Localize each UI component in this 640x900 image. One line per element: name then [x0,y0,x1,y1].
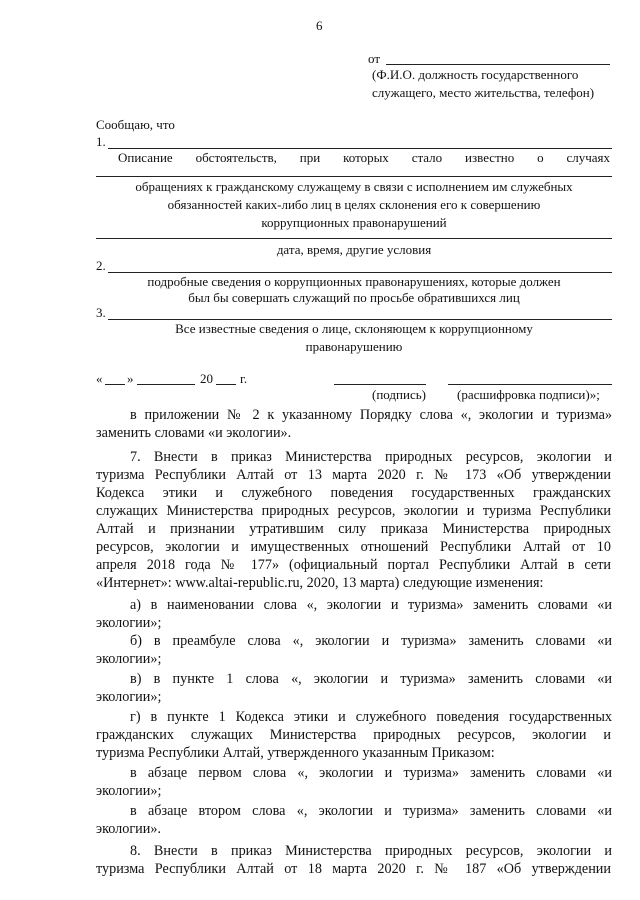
body-line: туризма Республики Алтай, утвержденного указанным Приказом: [96,745,495,761]
body-line: служащих Министерства природных ресурсов, экологии и туризма Республики [96,503,611,519]
date-month-blank [137,384,195,385]
from-line [386,64,610,65]
body-line: гражданских служащих Министерства природных ресурсов, экологии и [96,727,611,743]
blank-line-a [96,176,612,177]
body-line: экологии». [96,821,161,837]
body-line: а) в наименовании слова «, экологии и туризма» заменить словами «и [130,597,612,613]
item-2-line [108,272,612,273]
person-caption-line1: Все известные сведения о лице, склоняющем к коррупционному [175,321,533,336]
date-year-prefix: 20 [200,371,213,386]
person-caption-line2: правонарушению [305,339,403,354]
body-line: г) в пункте 1 Кодекса этики и служебного поведения государственных [130,709,612,725]
body-line: заменить словами «и экологии». [96,425,292,441]
description-line-4: коррупционных правонарушений [261,215,447,230]
date-quote-open: « [96,371,103,386]
signature-decode-caption: (расшифровка подписи)»; [457,387,600,402]
body-line: «Интернет»: www.altai-republic.ru, 2020, 13 марта) следующие изменения: [96,575,544,591]
body-line: 8. Внести в приказ Министерства природных ресурсов, экологии и [130,843,612,859]
body-line: туризма Республики Алтай от 18 марта 2020 г. № 187 «Об утверждении [96,861,611,877]
body-line: в абзаце втором слова «, экологии и туризма» заменить словами «и [130,803,612,819]
body-line: в приложении № 2 к указанному Порядку слова «, экологии и туризма» [130,407,612,423]
fio-caption-line1: (Ф.И.О. должность государственного [372,67,579,82]
body-line: в) в пункте 1 слова «, экологии и туризма» заменить словами «и [130,671,612,687]
body-line: б) в преамбуле слова «, экологии и туризма» заменить словами «и [130,633,612,649]
date-day-blank [105,384,125,385]
body-line: Алтай и признании утратившим силу приказа Министерства природных [96,521,611,537]
body-line: экологии»; [96,651,162,667]
body-line: экологии»; [96,689,162,705]
date-year-blank [216,384,236,385]
page-number: 6 [316,18,323,33]
from-label: от [368,51,381,66]
item-3-number: 3. [96,305,106,320]
body-line: апреля 2018 года № 177» (официальный портал Республики Алтай в сети [96,557,611,573]
item-2-number: 2. [96,258,106,273]
description-line-1: Описание обстоятельств, при которых стало известно о случаях [118,150,610,165]
body-line: экологии»; [96,615,162,631]
date-quote-close: » [127,371,134,386]
intro-text: Сообщаю, что [96,117,175,132]
signature-blank [334,384,426,385]
body-line: туризма Республики Алтай от 13 марта 2020 г. № 173 «Об утверждении [96,467,611,483]
description-line-2: обращениях к гражданскому служащему в связи с исполнением им служебных [135,179,573,194]
fio-caption-line2: служащего, место жительства, телефон) [372,85,595,100]
blank-line-b [96,238,612,239]
body-line: Кодекса этики и служебного поведения государственных гражданских [96,485,611,501]
description-line-3: обязанностей каких-либо лиц в целях склонения его к совершению [167,197,541,212]
signature-caption: (подпись) [372,387,426,402]
details-caption-line2: был бы совершать служащий по просьбе обратившихся лиц [188,290,520,305]
body-line: ресурсов, экологии и имущественных отношений Республики Алтай от 10 [96,539,611,555]
item-1-line [108,148,612,149]
date-conditions-caption: дата, время, другие условия [276,242,432,257]
body-line: экологии»; [96,783,162,799]
body-line: в абзаце первом слова «, экологии и туризма» заменить словами «и [130,765,612,781]
details-caption-line1: подробные сведения о коррупционных правонарушениях, которые должен [147,274,561,289]
body-line: 7. Внести в приказ Министерства природных ресурсов, экологии и [130,449,612,465]
item-1-number: 1. [96,134,106,149]
date-year-suffix: г. [240,371,248,386]
item-3-line [108,319,612,320]
signature-decode-blank [448,384,612,385]
